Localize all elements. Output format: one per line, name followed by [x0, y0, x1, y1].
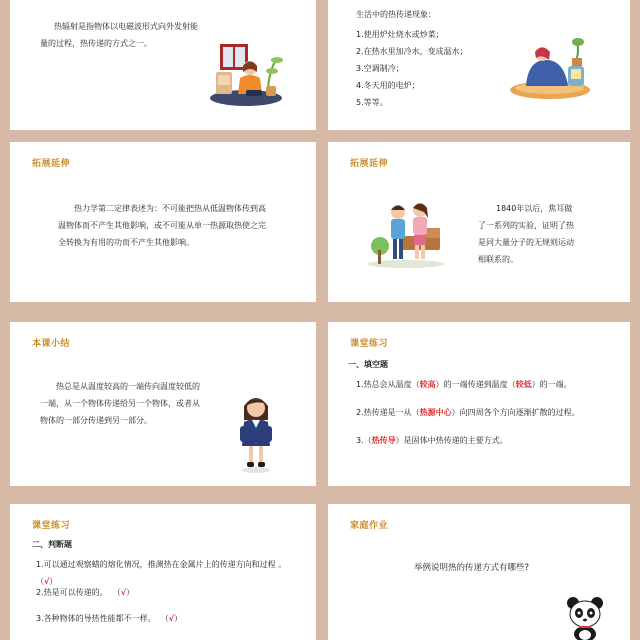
slide-joule	[328, 142, 630, 302]
slide-true-false	[10, 504, 316, 640]
two-children-illustration	[362, 190, 446, 270]
slide-thermal-radiation	[10, 0, 316, 130]
question-text: ）向四周各个方向逐渐扩散的过程。	[451, 408, 580, 417]
bracket-close: ）	[49, 577, 58, 586]
slide3-text: 热力学第二定律表述为：不可能把热从低温物体传到高温物体而不产生其他影响，或不可能从单一热源取热使之完全转换为有用的功而不产生其他影响。	[58, 204, 266, 247]
girl-by-heater-illustration	[206, 38, 290, 110]
slide8-text: 举例说明热的传递方式有哪些?	[414, 563, 530, 573]
question-text: 3.（	[356, 436, 372, 445]
answer: 热源中心	[419, 408, 452, 417]
question-text: 2.热传递是一从（	[356, 408, 420, 417]
section-title: 二、判断题	[32, 540, 72, 549]
girl-sleeping-illustration	[506, 30, 596, 102]
question-2	[36, 584, 134, 601]
answer: 较高	[419, 380, 436, 389]
slide-fill-in-blanks	[328, 322, 630, 486]
slide-header: 家庭作业	[350, 521, 389, 531]
slide5-text: 热总是从温度较高的一端传向温度较低的一端，从一个物体传递给另一个物体，或者从物体的一部分传递到另一部分。	[40, 382, 200, 425]
list-item: 3.空调制冷；	[356, 64, 404, 73]
slide2-list	[356, 26, 468, 111]
slide-second-law	[10, 142, 316, 302]
check-mark: √	[44, 577, 50, 586]
list-item: 2.在热水里加冷水，变成温水；	[356, 47, 468, 56]
slide1-text: 热辐射是指物体以电磁波形式向外发射能量的过程，热传递的方式之一。	[40, 22, 198, 48]
question-text: ）的一端传递到温度（	[435, 380, 516, 389]
slide2-title: 生活中的热传递现象：	[356, 10, 436, 19]
list-item: 5.等等。	[356, 98, 388, 107]
slide-header: 本课小结	[32, 339, 71, 349]
student-girl-illustration	[234, 390, 278, 474]
question-3	[36, 610, 182, 627]
answer: 较低	[515, 380, 532, 389]
slide-homework	[328, 504, 630, 640]
question-2	[356, 404, 580, 421]
question-text: ）是固体中热传递的主要方式。	[395, 436, 508, 445]
bracket-open: （	[36, 577, 44, 586]
slide-header: 拓展延伸	[32, 159, 71, 169]
slide-header: 课堂练习	[32, 521, 71, 531]
list-item: 4.冬天用的电炉；	[356, 81, 420, 90]
panda-mascot-illustration	[564, 594, 606, 640]
slide-heat-transfer-examples	[328, 0, 630, 130]
bracket-open: （	[112, 588, 121, 597]
bracket-open: （	[160, 614, 169, 623]
bracket-close: ）	[174, 614, 183, 623]
question-text: 3.各种物体的导热性能都不一样。	[36, 614, 156, 623]
question-text: ）的一端。	[531, 380, 572, 389]
slide4-text: 1840年以后，焦耳做了一系列的实验，证明了热是同大量分子的无规则运动相联系的。	[478, 204, 574, 264]
question-3	[356, 432, 508, 449]
slide-header: 课堂练习	[350, 339, 389, 349]
question-text: 1.热总会从温度（	[356, 380, 420, 389]
section-title: 一、填空题	[348, 360, 388, 369]
check-mark: √	[168, 614, 175, 623]
bracket-close: ）	[126, 588, 135, 597]
question-1	[356, 376, 572, 393]
question-text: 1.可以通过观察蜡的熔化情况，推测热在金属片上的传递方向和过程 。	[36, 560, 287, 569]
list-item: 1.使用炉灶烧水或炒菜；	[356, 30, 444, 39]
answer: 热传导	[371, 436, 396, 445]
slide-summary	[10, 322, 316, 486]
question-text: 2.热是可以传递的。	[36, 588, 108, 597]
check-mark: √	[120, 588, 127, 597]
slide-header: 拓展延伸	[350, 159, 389, 169]
